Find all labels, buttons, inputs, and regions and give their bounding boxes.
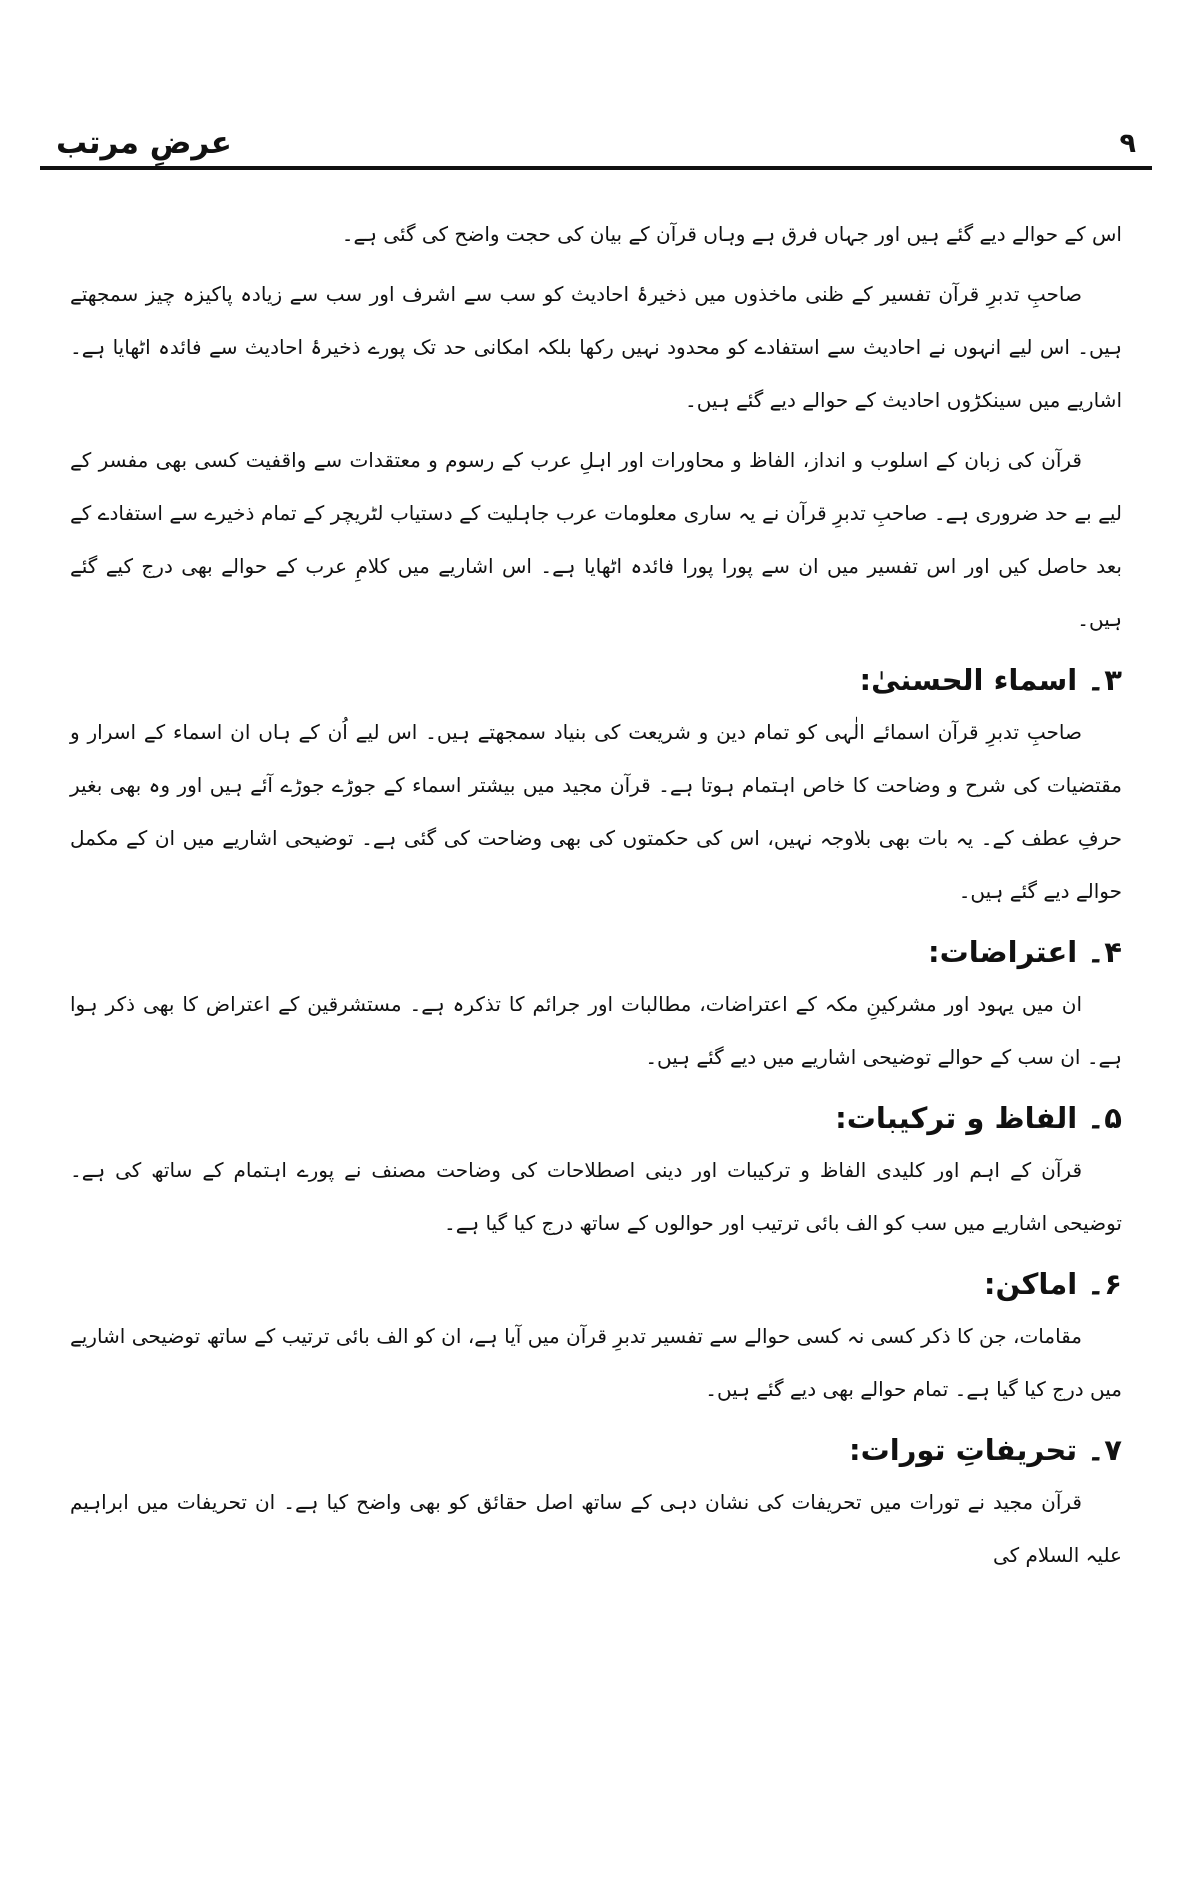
paragraph: صاحبِ تدبرِ قرآن تفسیر کے ظنی ماخذوں میں ذخیرۂ احادیث کو سب سے اشرف اور سب سے زیادہ پاکیزہ چیز سمجھتے ہیں۔ اس لیے انہوں نے احادیث سے استفادے کو محدود نہیں رکھا بلکہ امکانی حد تک پورے ذخیرۂ احادیث سے فائدہ اٹھایا ہے۔ اشاریے میں سینکڑوں احادیث کے حوالے دیے گئے ہیں۔ <box>70 282 1122 412</box>
paragraph: مقامات، جن کا ذکر کسی نہ کسی حوالے سے تفسیر تدبرِ قرآن میں آیا ہے، ان کو الف بائی ترتیب کے ساتھ توضیحی اشاریے میں درج کیا گیا ہے۔ تمام حوالے بھی دیے گئے ہیں۔ <box>70 1324 1122 1401</box>
running-title: عرضِ مرتب <box>56 125 232 161</box>
paragraph: قرآن کے اہم اور کلیدی الفاظ و ترکیبات اور دینی اصطلاحات کی وضاحت مصنف نے پورے اہتمام کے ساتھ کی ہے۔ توضیحی اشاریے میں سب کو الف بائی ترتیب اور حوالوں کے ساتھ درج کیا گیا ہے۔ <box>70 1158 1122 1235</box>
section-heading: ۶۔ اماکن: <box>983 1267 1122 1301</box>
paragraph: قرآن کی زبان کے اسلوب و انداز، الفاظ و محاورات اور اہلِ عرب کے رسوم و معتقدات سے واقفیت کسی بھی مفسر کے لیے بے حد ضروری ہے۔ صاحبِ تدبرِ قرآن نے یہ ساری معلومات عرب جاہلیت کے دستیاب لٹریچر کے تمام ذخیرے سے استفادے کے بعد حاصل کیں اور اس تفسیر میں ان سے پورا پورا فائدہ اٹھایا ہے۔ اس اشاریے میں کلامِ عرب کے حوالے بھی درج کیے گئے ہیں۔ <box>70 448 1122 631</box>
section-heading: ۴۔ اعتراضات: <box>927 935 1122 969</box>
paragraph: صاحبِ تدبرِ قرآن اسمائے الٰہی کو تمام دین و شریعت کی بنیاد سمجھتے ہیں۔ اس لیے اُن کے ہاں ان اسماء کے اسرار و مقتضیات کی شرح و وضاحت کا خاص اہتمام ہوتا ہے۔ قرآن مجید میں بیشتر اسماء کے جوڑے جوڑے آئے ہیں اور وہ بھی بغیر حرفِ عطف کے۔ یہ بات بھی بلاوجہ نہیں، اس کی حکمتوں کی بھی وضاحت کی گئی ہے۔ توضیحی اشاریے میں ان کے مکمل حوالے دیے گئے ہیں۔ <box>70 720 1122 903</box>
header-rule <box>40 166 1152 170</box>
paragraph: ان میں یہود اور مشرکینِ مکہ کے اعتراضات، مطالبات اور جرائم کا تذکرہ ہے۔ مستشرقین کے اعتراض کا بھی ذکر ہوا ہے۔ ان سب کے حوالے توضیحی اشاریے میں دیے گئے ہیں۔ <box>70 992 1122 1069</box>
page-number: ۹ <box>1119 128 1136 159</box>
page-header <box>40 112 1152 170</box>
section-heading: ۵۔ الفاظ و ترکیبات: <box>835 1101 1122 1135</box>
page-body <box>70 208 1122 1811</box>
section-heading: ۷۔ تحریفاتِ تورات: <box>849 1433 1122 1467</box>
paragraph: قرآن مجید نے تورات میں تحریفات کی نشان دہی کے ساتھ اصل حقائق کو بھی واضح کیا ہے۔ ان تحریفات میں ابراہیم علیہ السلام کی <box>70 1490 1122 1567</box>
paragraph: اس کے حوالے دیے گئے ہیں اور جہاں فرق ہے وہاں قرآن کے بیان کی حجت واضح کی گئی ہے۔ <box>341 222 1122 246</box>
section-heading: ۳۔ اسماء الحسنیٰ: <box>859 663 1122 697</box>
